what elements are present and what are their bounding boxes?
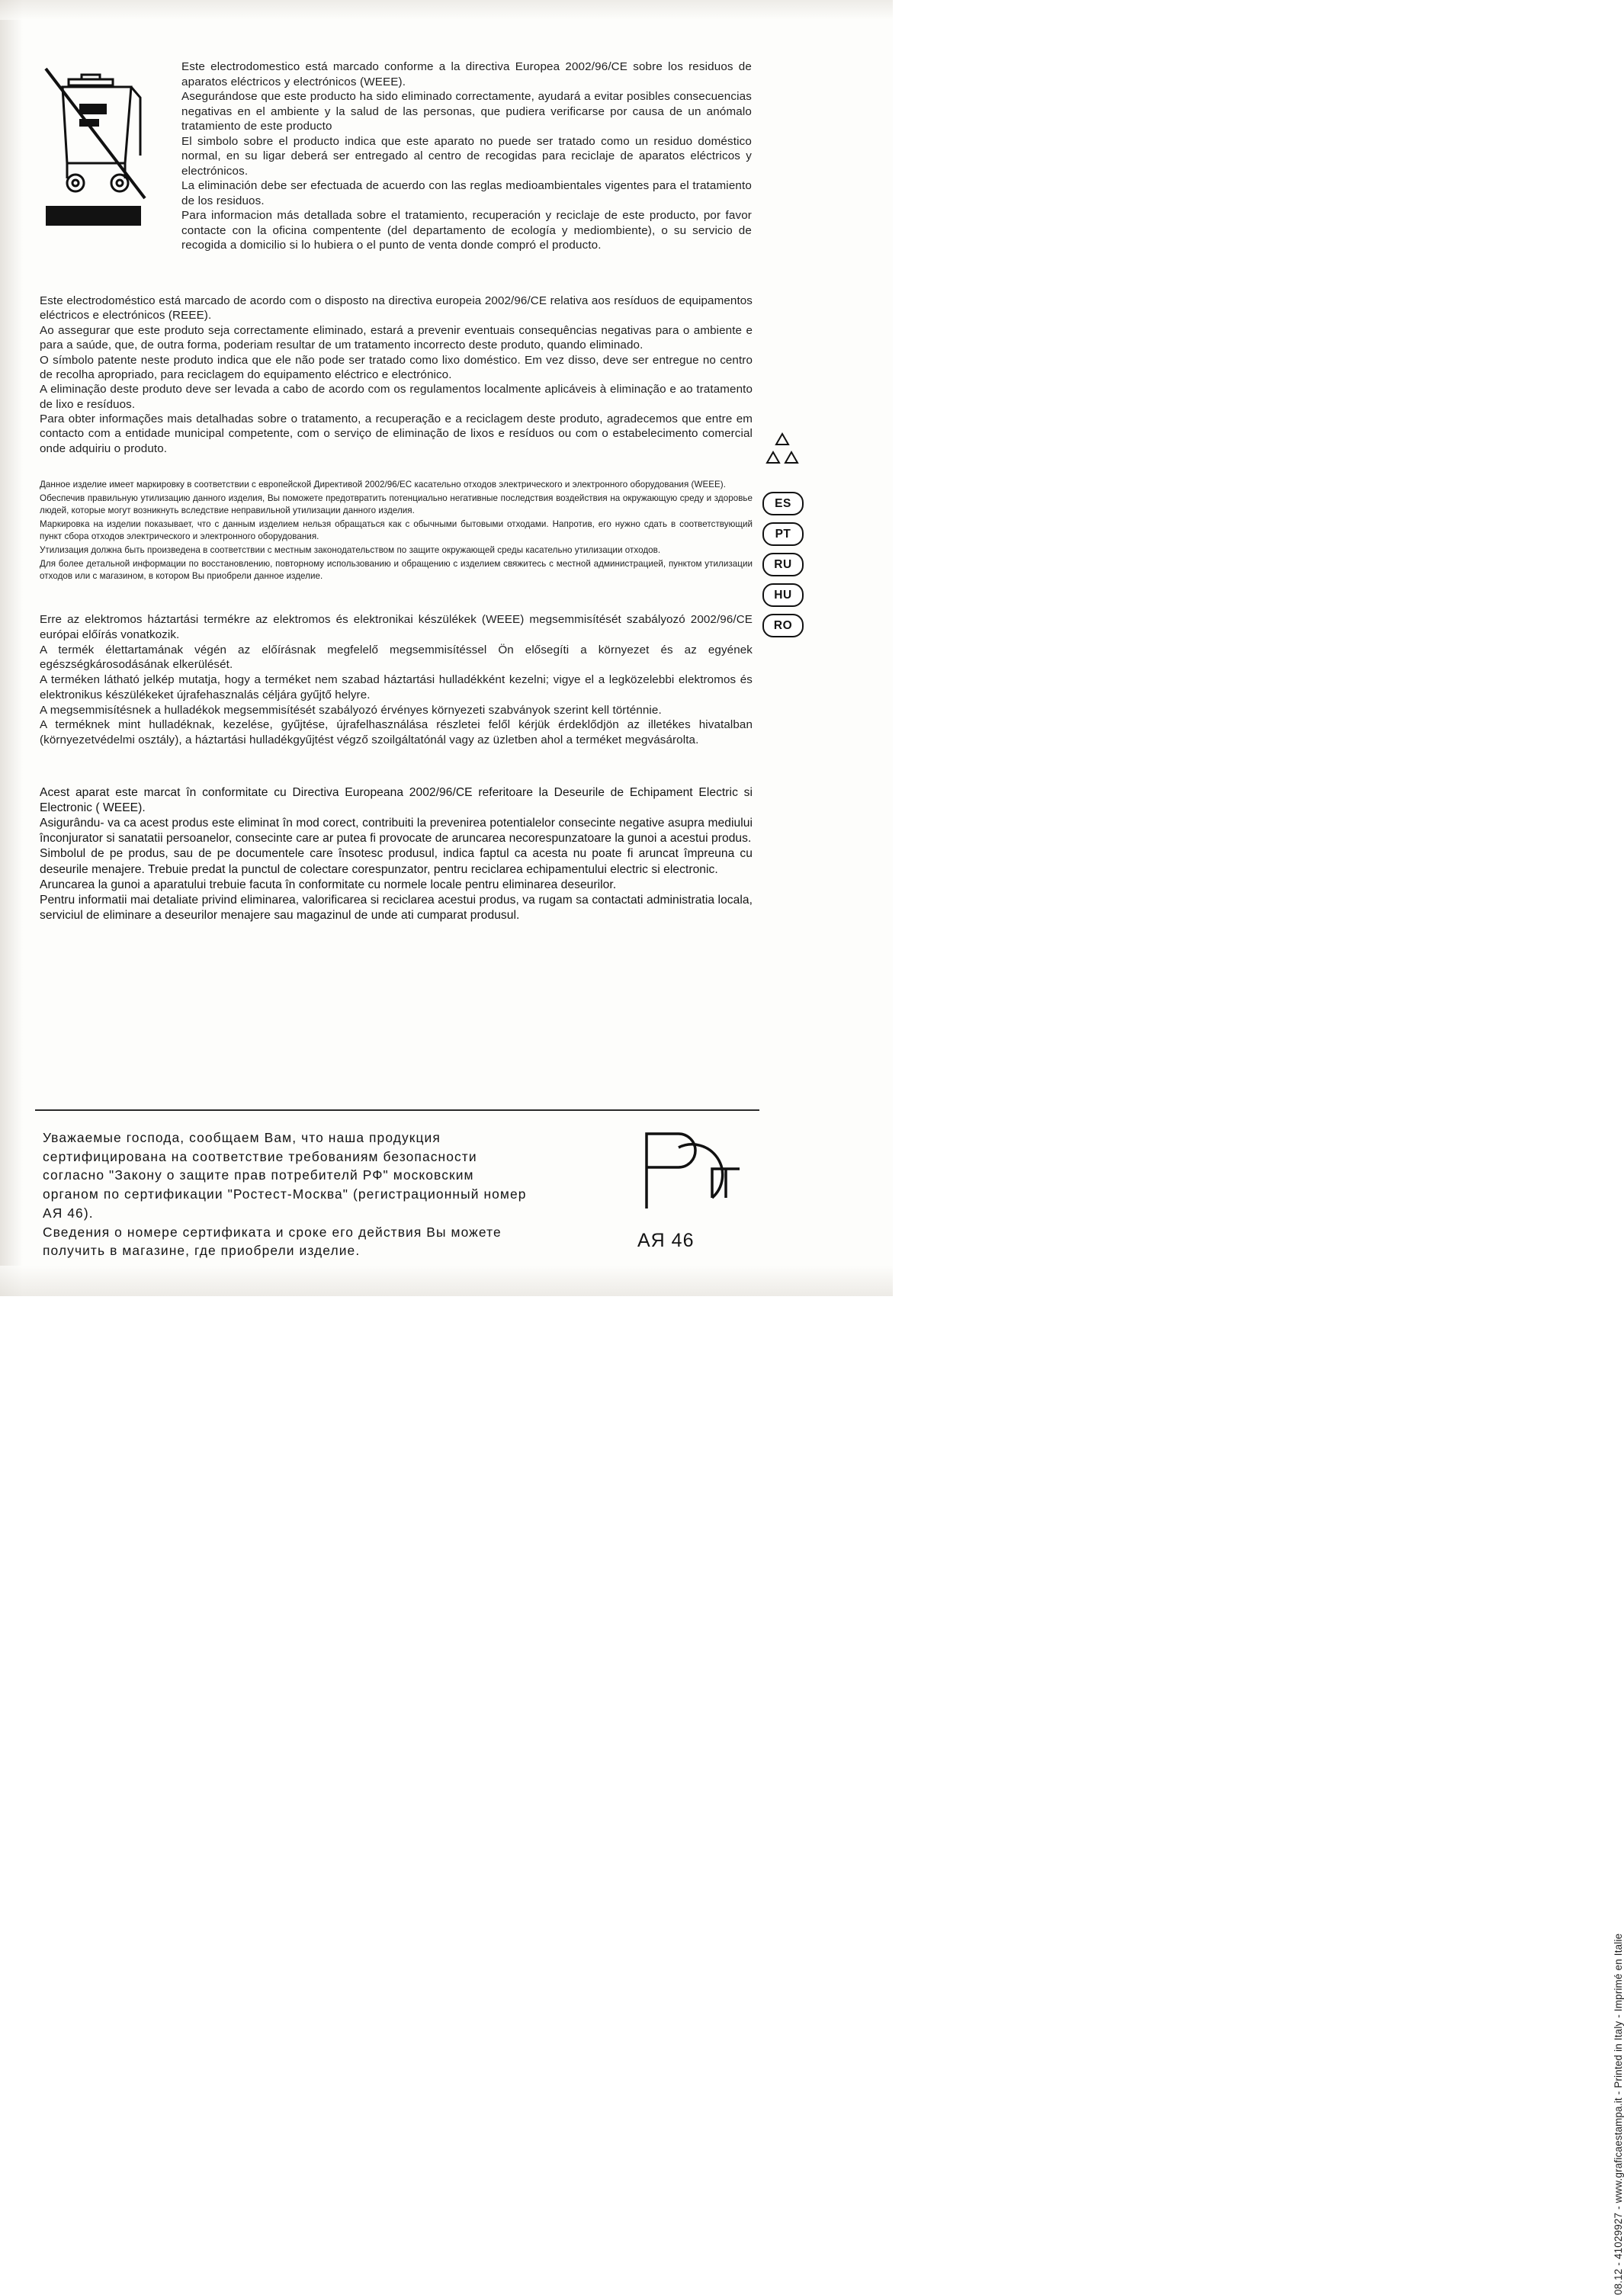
russian-weee-paragraph: Утилизация должна быть произведена в соответствии с местным законодательством по защите окружающей среды касательно утилизации отходов. [40, 545, 661, 556]
language-badge-ru: RU [762, 553, 804, 576]
portuguese-paragraph: A eliminação deste produto deve ser levada a cabo de acordo com os regulamentos localmente aplicáveis à eliminação e ao tratamento de lixo e resíduos. [40, 383, 753, 411]
spanish-paragraph: Para informacion más detallada sobre el tratamiento, recuperación y reciclaje de este producto, por favor contacte con la oficina compentente (del departamento de ecología y mediombiente), o su servicio de recogida a domicilio si lo hubiera o el punto de venta donde compró el producto. [181, 209, 752, 252]
certification-line: согласно "Закону о защите прав потребителй РФ" московским [43, 1167, 474, 1183]
certification-line: сертифицирована на соответствие требованиям безопасности [43, 1148, 477, 1164]
romanian-text-block [40, 785, 753, 923]
portuguese-paragraph: Para obter informações mais detalhadas sobre o tratamento, a recuperação e a reciclagem deste produto, agradecemos que entre em contacto com a entidade municipal competente, com o serviço de eliminação de lixos e resíduos ou com o estabelecimento comercial onde adquiriu o produto. [40, 412, 753, 455]
portuguese-paragraph: O símbolo patente neste produto indica que ele não pode ser tratado como lixo doméstico. Em vez disso, deve ser entregue no centro de recolha apropriado, para reciclagem do equipamento eléctrico e electrónico. [40, 353, 753, 381]
hungarian-paragraph: A termék élettartamának végén az előírásnak megfelelő megsemmisítéssel Ön elősegíti a környezet és az egyének egészségkárosodásának elkerülését. [40, 643, 753, 672]
portuguese-paragraph: Ao assegurar que este produto seja correctamente eliminado, estará a prevenir eventuais consequências negativas para o ambiente e para a saúde, que, de outra forma, poderiam resultar de um tratamento incorrecto deste produto, quando eliminado. [40, 323, 753, 352]
romanian-paragraph: Acest aparat este marcat în conformitate cu Directiva Europeana 2002/96/CE referitoare la Deseurile de Echipament Electric si Electronic ( WEEE). [40, 786, 753, 815]
scan-edge-bottom [0, 1266, 893, 1296]
pct-conformity-mark-icon [633, 1125, 747, 1216]
certification-line: получить в магазине, где приобрели изделие. [43, 1243, 361, 1259]
hungarian-paragraph: A terméken látható jelkép mutatja, hogy a terméket nem szabad háztartási hulladékként kezelni; vigye el a legközelebbi elektromos és elektronikus készülékeket újrafehasznalás céljára gyűjtő helyre. [40, 673, 753, 701]
hungarian-paragraph: A terméknek mint hulladéknak, kezelése, gyűjtése, újrafelhasználása részletei felől kérjük érdeklődjön az illetékes hivatalban (környezetvédelmi osztály), a háztartási hulladékgyűjtést végző szoilgáltatónál vagy az üzletben ahol a terméket megvásárolta. [40, 718, 753, 746]
hungarian-text-block [40, 612, 753, 748]
romanian-paragraph: Asigurându- va ca acest produs este eliminat în mod corect, contribuiti la prevenirea potentialelor consecinte negative asupra mediului înconjurator si sanatatii persoanelor, consecinte care ar putea fi provocate de aruncarea necorespunzatoare la gunoi a acestui produs. [40, 817, 753, 846]
spanish-text-block [181, 59, 752, 253]
certification-line: Уважаемые господа, сообщаем Вам, что наша продукция [43, 1130, 441, 1145]
crossed-out-wheelie-bin-icon [40, 56, 150, 224]
russian-weee-paragraph: Обеспечив правильную утилизацию данного изделия, Вы поможете предотвратить потенциально негативные последствия воздействия на окружающую среду и здоровье людей, которые могут возникнуть вследствие неправильной утилизации данного изделия. [40, 493, 753, 515]
printing-credit-note: 08.12 - 41029927 - www.graficaestampa.it - Printed in Italy - Imprimé en Italie [1613, 1933, 1624, 2295]
hungarian-paragraph: A megsemmisítésnek a hulladékok megsemmisítését szabályozó érvényes környezeti szabványok szerint kell történnie. [40, 703, 662, 717]
language-badge-ro: RO [762, 614, 804, 637]
russian-weee-paragraph: Данное изделие имеет маркировку в соответствии с европейской Директивой 2002/96/ЕС касательно отходов электрического и электронного оборудования (WEEE). [40, 480, 726, 489]
portuguese-paragraph: Este electrodoméstico está marcado de acordo com o disposto na directiva europeia 2002/96/CE relativa aos resíduos de equipamentos eléctricos e electrónicos (REEE). [40, 294, 753, 323]
romanian-paragraph: Simbolul de pe produs, sau de pe documentele care însotesc produsul, indica faptul ca acesta nu poate fi aruncat împreuna cu deseurile menajere. Trebuie predat la punctul de colectare corespunzator, pentru reciclarea echipamentului electric si electronic. [40, 847, 753, 876]
russian-weee-text-block [40, 479, 753, 584]
hungarian-paragraph: Erre az elektromos háztartási termékre az elektromos és elektronikai készülékek (WEEE) megsemmisítését szabályozó 2002/96/CE európai előírás vonatkozik. [40, 613, 753, 641]
section-divider [35, 1109, 759, 1111]
certification-line: АЯ 46). [43, 1205, 94, 1221]
russian-weee-paragraph: Для более детальной информации по восстановлению, повторному использованию и обращению с изделием свяжитесь с местной администрацией, пунктом утилизации отходов или с магазином, в котором Вы приобрели данное изделие. [40, 559, 753, 581]
certification-line: органом по сертификации "Ростест-Москва" (регистрационный номер [43, 1186, 527, 1202]
certification-text-block [43, 1128, 622, 1260]
spanish-paragraph: La eliminación debe ser efectuada de acuerdo con las reglas medioambientales vigentes para el tratamiento de los residuos. [181, 179, 752, 207]
romanian-paragraph: Pentru informatii mai detaliate privind eliminarea, valorificarea si reciclarea acestui produs, va rugam sa contactati administratia locala, serviciul de eliminare a deseurilor menajere sau magazinul de unde ati cumparat produsul. [40, 893, 753, 922]
romanian-paragraph: Aruncarea la gunoi a aparatului trebuie facuta în conformitate cu normele locale pentru eliminarea deseurilor. [40, 878, 617, 891]
certification-mark-code: АЯ 46 [637, 1230, 695, 1251]
certification-line: Сведения о номере сертификата и сроке его действия Вы можете [43, 1224, 502, 1240]
scan-edge-left [0, 0, 23, 1296]
scan-edge-top [0, 0, 893, 20]
spanish-paragraph: Este electrodomestico está marcado conforme a la directiva Europea 2002/96/CE sobre los residuos de aparatos eléctricos y electrónicos (WEEE). [181, 60, 752, 88]
spanish-paragraph: El simbolo sobre el producto indica que este aparato no puede ser tratado como un residuo doméstico normal, en su ligar deberá ser entregado al centro de recogidas para reciclaje de aparatos eléctricos y electrónicos. [181, 134, 752, 178]
language-badge-es: ES [762, 492, 804, 515]
bin-underline-bar [46, 206, 141, 226]
portuguese-text-block [40, 294, 753, 456]
russian-weee-paragraph: Маркировка на изделии показывает, что с данным изделием нельзя обращаться как с обычными бытовыми отходами. Напротив, его нужно сдать в соответствующий пункт сбора отходов электрического и электронного оборудования. [40, 519, 753, 541]
language-badge-pt: PT [762, 522, 804, 546]
spanish-paragraph: Asegurándose que este producto ha sido eliminado correctamente, ayudará a evitar posibles consecuencias negativas en el ambiente y la salud de las personas, que pudiera verificarse por causa de un anómalo tratamiento de este producto [181, 90, 752, 133]
language-badge-hu: HU [762, 583, 804, 607]
language-badge-list [762, 492, 808, 644]
recycle-icon [762, 431, 802, 473]
